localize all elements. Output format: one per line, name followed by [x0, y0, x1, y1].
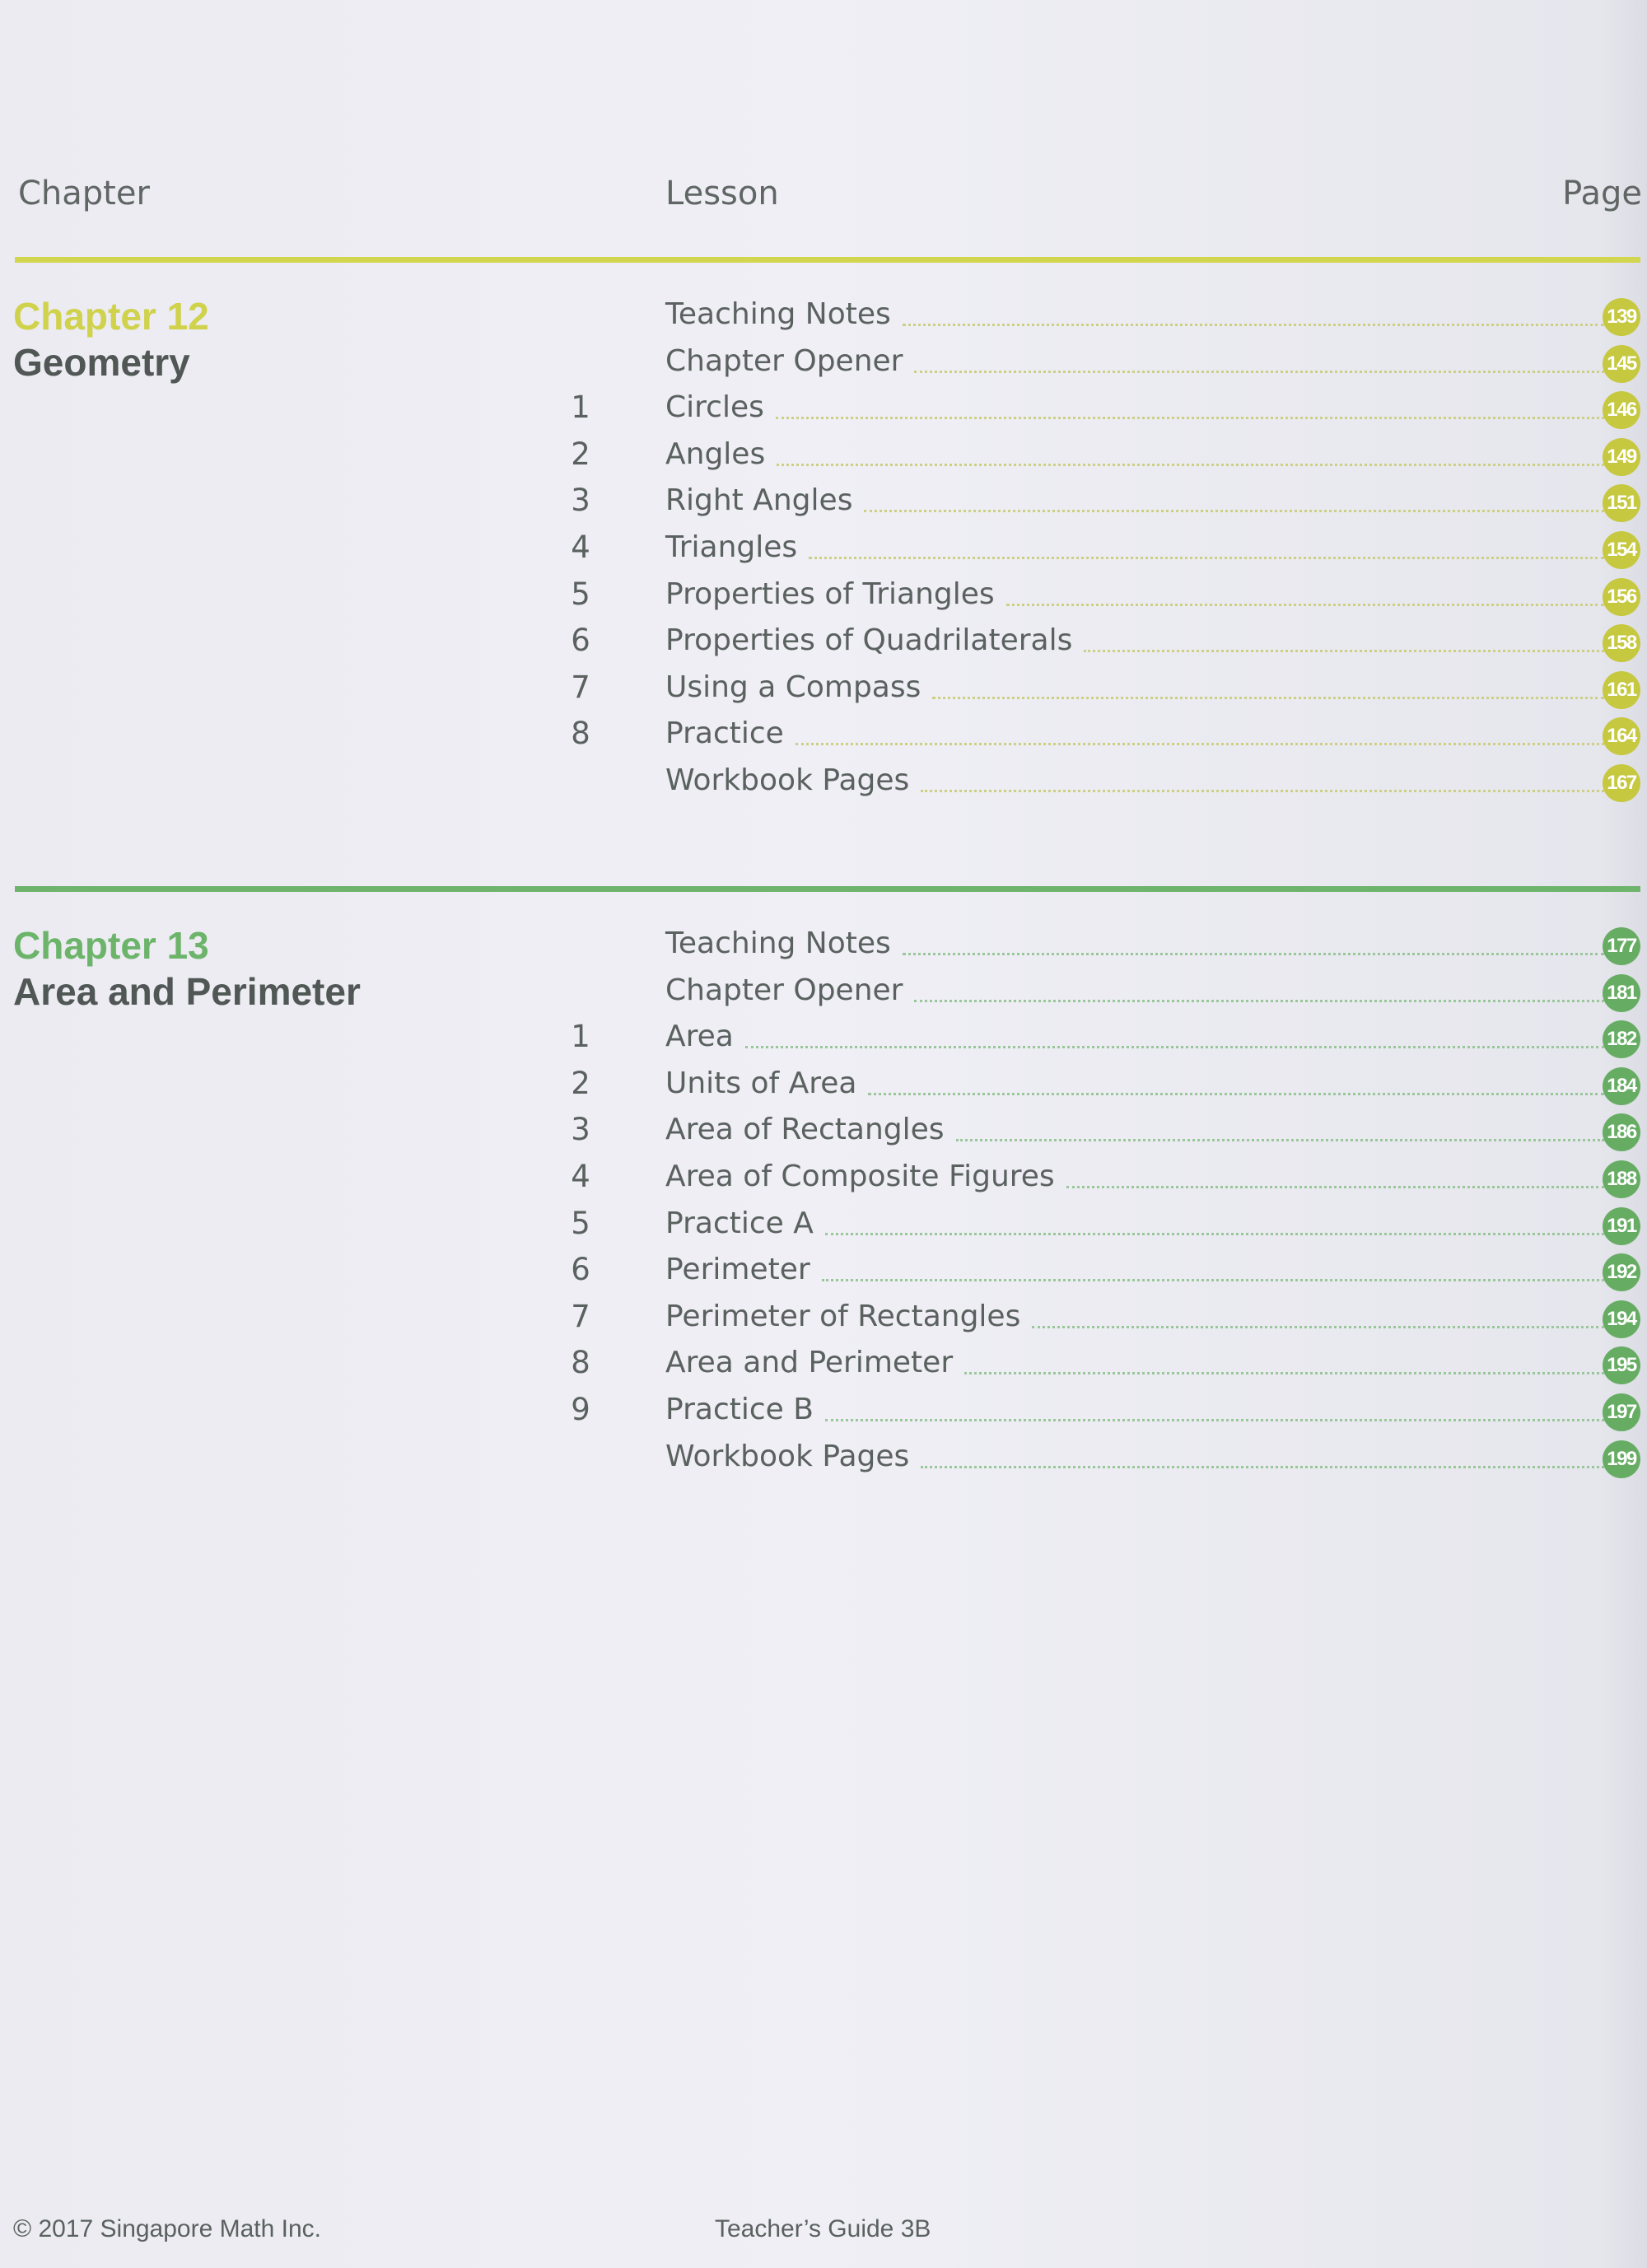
lesson-title[interactable]: Perimeter of Rectangles	[665, 1299, 1021, 1333]
dot-leader	[914, 1000, 1604, 1002]
lesson-row[interactable]	[0, 1015, 1647, 1062]
page-number-badge[interactable]: 195	[1603, 1346, 1640, 1384]
chapter-title: Area and Perimeter	[13, 970, 361, 1013]
lesson-title[interactable]: Using a Compass	[665, 670, 921, 704]
lesson-entry	[665, 922, 1604, 968]
page-number-badge[interactable]: 145	[1603, 345, 1640, 383]
lesson-number: 2	[571, 436, 590, 472]
lesson-number: 6	[571, 1252, 590, 1288]
lesson-entry	[665, 1155, 1604, 1202]
page-number-badge[interactable]: 154	[1603, 531, 1640, 569]
page-number-badge[interactable]: 161	[1603, 671, 1640, 709]
lesson-title[interactable]: Perimeter	[665, 1253, 810, 1287]
dot-leader	[868, 1093, 1604, 1095]
lesson-title[interactable]: Area and Perimeter	[665, 1346, 954, 1380]
lesson-title[interactable]: Workbook Pages	[665, 763, 910, 797]
book-title: Teacher’s Guide 3B	[715, 2215, 931, 2242]
header-page: Page	[1562, 175, 1642, 212]
lesson-row[interactable]	[0, 526, 1647, 573]
page-number-badge[interactable]: 167	[1603, 764, 1640, 802]
lesson-list	[0, 293, 1647, 806]
lesson-entry	[665, 1062, 1604, 1108]
chapter-number: Chapter 13	[13, 924, 209, 967]
lesson-number: 4	[571, 1158, 590, 1194]
lesson-entry	[665, 1435, 1604, 1482]
lesson-number: 5	[571, 1205, 590, 1241]
lesson-entry	[665, 433, 1604, 479]
dot-leader	[776, 417, 1604, 419]
dot-leader	[809, 557, 1604, 559]
dot-leader	[822, 1279, 1604, 1281]
lesson-title[interactable]: Triangles	[665, 530, 798, 564]
dot-leader	[921, 1466, 1604, 1468]
lesson-row[interactable]	[0, 969, 1647, 1016]
lesson-entry	[665, 1108, 1604, 1155]
lesson-entry	[665, 479, 1604, 525]
lesson-row[interactable]	[0, 340, 1647, 387]
lesson-number: 3	[571, 483, 590, 519]
page-number-badge[interactable]: 181	[1603, 974, 1640, 1012]
lesson-row[interactable]	[0, 1435, 1647, 1482]
chapter-12-divider	[15, 257, 1640, 263]
lesson-row[interactable]	[0, 433, 1647, 480]
lesson-number: 7	[571, 669, 590, 705]
lesson-row[interactable]	[0, 1155, 1647, 1202]
page-number-badge[interactable]: 164	[1603, 717, 1640, 755]
lesson-title[interactable]: Practice	[665, 716, 784, 751]
lesson-entry	[665, 526, 1604, 572]
dot-leader	[1006, 604, 1604, 606]
lesson-number: 2	[571, 1065, 590, 1101]
dot-leader	[864, 510, 1604, 512]
dot-leader	[777, 464, 1604, 466]
lesson-row[interactable]	[0, 759, 1647, 806]
dot-leader	[825, 1419, 1604, 1421]
lesson-list	[0, 922, 1647, 1482]
lesson-title[interactable]: Right Angles	[665, 483, 853, 518]
lesson-number: 3	[571, 1112, 590, 1148]
lesson-entry	[665, 1388, 1604, 1435]
lesson-number: 6	[571, 623, 590, 659]
dot-leader	[903, 953, 1604, 955]
lesson-number: 5	[571, 576, 590, 612]
dot-leader	[1066, 1186, 1604, 1188]
lesson-title[interactable]: Teaching Notes	[665, 926, 891, 960]
lesson-entry	[665, 759, 1604, 805]
lesson-title[interactable]: Angles	[665, 436, 766, 471]
lesson-entry	[665, 666, 1604, 712]
lesson-title[interactable]: Workbook Pages	[665, 1439, 910, 1473]
lesson-title[interactable]: Units of Area	[665, 1066, 857, 1100]
dot-leader	[745, 1046, 1604, 1048]
dot-leader	[796, 743, 1604, 745]
lesson-title[interactable]: Area	[665, 1020, 734, 1054]
lesson-entry	[665, 340, 1604, 386]
lesson-row[interactable]	[0, 386, 1647, 433]
dot-leader	[1084, 650, 1604, 652]
lesson-row[interactable]	[0, 922, 1647, 969]
lesson-entry	[665, 619, 1604, 665]
lesson-row[interactable]	[0, 1388, 1647, 1435]
lesson-title[interactable]: Properties of Triangles	[665, 576, 995, 611]
page-number-badge[interactable]: 158	[1603, 624, 1640, 662]
lesson-title[interactable]: Chapter Opener	[665, 343, 903, 378]
lesson-title[interactable]: Practice A	[665, 1206, 814, 1240]
lesson-entry	[665, 1015, 1604, 1062]
page-number-badge[interactable]: 197	[1603, 1393, 1640, 1431]
lesson-entry	[665, 386, 1604, 432]
lesson-entry	[665, 1202, 1604, 1248]
chapter-title: Geometry	[13, 341, 190, 384]
lesson-number: 1	[571, 390, 590, 426]
page-number-badge[interactable]: 194	[1603, 1300, 1640, 1338]
lesson-entry	[665, 712, 1604, 758]
dot-leader	[956, 1139, 1604, 1141]
dot-leader	[903, 324, 1604, 326]
page-number-badge[interactable]: 188	[1603, 1160, 1640, 1198]
lesson-row[interactable]	[0, 666, 1647, 713]
lesson-row[interactable]	[0, 479, 1647, 526]
lesson-title[interactable]: Chapter Opener	[665, 973, 903, 1007]
lesson-row[interactable]	[0, 1202, 1647, 1249]
lesson-number: 7	[571, 1298, 590, 1334]
lesson-row[interactable]	[0, 712, 1647, 759]
lesson-row[interactable]	[0, 573, 1647, 620]
lesson-entry	[665, 293, 1604, 339]
lesson-entry	[665, 573, 1604, 619]
lesson-number: 1	[571, 1019, 590, 1055]
page-number-badge[interactable]: 177	[1603, 927, 1640, 965]
lesson-row[interactable]	[0, 1108, 1647, 1155]
page-number-badge[interactable]: 199	[1603, 1440, 1640, 1478]
page-number-badge[interactable]: 149	[1603, 438, 1640, 476]
lesson-entry	[665, 969, 1604, 1015]
page-number-badge[interactable]: 186	[1603, 1113, 1640, 1151]
lesson-title[interactable]: Area of Composite Figures	[665, 1159, 1055, 1193]
column-headers	[18, 175, 1642, 224]
chapter-13-divider	[15, 886, 1640, 892]
page-number-badge[interactable]: 184	[1603, 1067, 1640, 1105]
page-number-badge[interactable]: 182	[1603, 1020, 1640, 1058]
dot-leader	[914, 371, 1604, 373]
dot-leader	[1032, 1326, 1604, 1328]
lesson-title[interactable]: Practice B	[665, 1392, 814, 1426]
lesson-title[interactable]: Circles	[665, 390, 764, 425]
lesson-entry	[665, 1342, 1604, 1388]
dot-leader	[825, 1233, 1604, 1235]
page-number-badge[interactable]: 151	[1603, 484, 1640, 522]
lesson-title[interactable]: Properties of Quadrilaterals	[665, 623, 1073, 658]
chapter-number: Chapter 12	[13, 295, 209, 338]
lesson-entry	[665, 1295, 1604, 1342]
lesson-number: 8	[571, 1345, 590, 1381]
page-number-badge[interactable]: 191	[1603, 1207, 1640, 1245]
lesson-title[interactable]: Teaching Notes	[665, 297, 891, 331]
lesson-row[interactable]	[0, 1342, 1647, 1388]
header-chapter: Chapter	[18, 175, 150, 212]
dot-leader	[964, 1372, 1604, 1374]
lesson-row[interactable]	[0, 293, 1647, 340]
page-number-badge[interactable]: 192	[1603, 1253, 1640, 1291]
header-lesson: Lesson	[665, 175, 779, 212]
lesson-number: 4	[571, 529, 590, 565]
lesson-row[interactable]	[0, 619, 1647, 666]
lesson-row[interactable]	[0, 1248, 1647, 1295]
page-number-badge[interactable]: 139	[1603, 298, 1640, 336]
copyright-text: © 2017 Singapore Math Inc.	[13, 2215, 322, 2242]
page-number-badge[interactable]: 146	[1603, 391, 1640, 429]
lesson-title[interactable]: Area of Rectangles	[665, 1113, 945, 1147]
lesson-entry	[665, 1248, 1604, 1295]
dot-leader	[932, 697, 1604, 699]
lesson-row[interactable]	[0, 1295, 1647, 1342]
lesson-row[interactable]	[0, 1062, 1647, 1109]
dot-leader	[921, 790, 1604, 792]
lesson-number: 9	[571, 1391, 590, 1427]
lesson-number: 8	[571, 716, 590, 752]
page-number-badge[interactable]: 156	[1603, 578, 1640, 616]
